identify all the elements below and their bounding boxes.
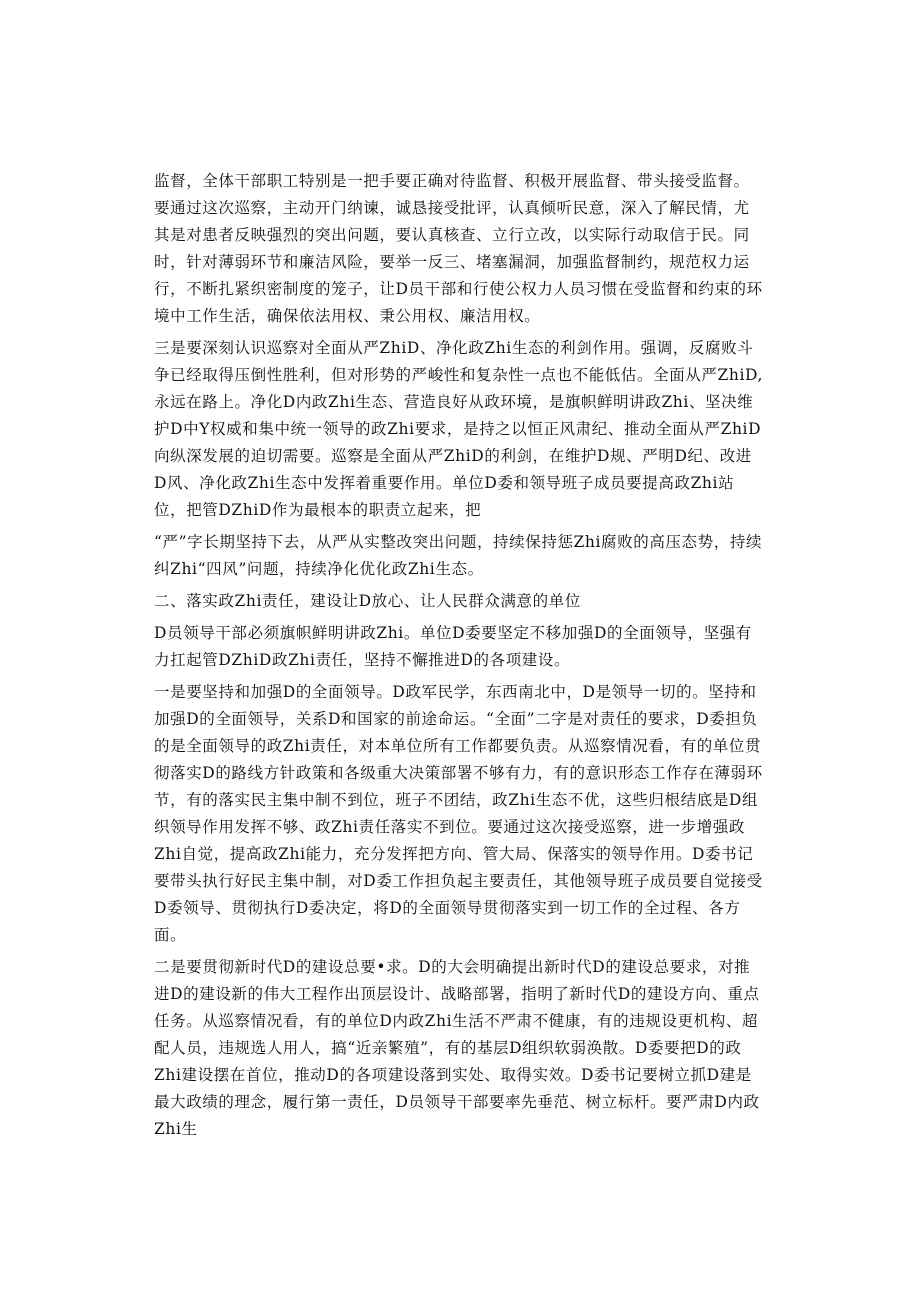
paragraph-leadership-intro: D员领导干部必须旗帜鲜明讲政Zhi。单位D委要坚定不移加强D的全面领导，坚强有力扛起管DZhiD政Zhi责任，坚持不懈推进D的各项建设。 [154, 624, 752, 669]
paragraph-point-two: 二是要贯彻新时代D的建设总要•求。D的大会明确提出新时代D的建设总要求，对推进D的建设新的伟大工程作出顶层设计、战略部署，指明了新时代D的建设方向、重点任务。从巡察情况看，有的单位D内政Zhi生活不严肃不健康，有的违规设更机构、超配人员，违规选人用人，搞“近亲繁殖”，有的基层D组织软弱涣散。D委要把D的政Zhi建设摆在首位，推动D的各项建设落到实处、取得实效。D委书记要树立抓D建是最大政绩的理念，履行第一责任，D员领导干部要率先垂范、树立标杆。要严肃D内政Zhi生 [154, 958, 760, 1138]
document-body [154, 168, 764, 1148]
section-heading-two: 二、落实政Zhi责任，建设让D放心、让人民群众满意的单位 [154, 592, 581, 610]
paragraph-point-one: 一是要坚持和加强D的全面领导。D政军民学，东西南北中，D是领导一切的。坚持和加强D的全面领导，关系D和国家的前途命运。“全面”二字是对责任的要求，D委担负的是全面领导的政Zhi责任，对本单位所有工作都要负责。从巡察情况看，有的单位贯彻落实D的路线方针政策和各级重大决策部署不够有力，有的意识形态工作存在薄弱环节，有的落实民主集中制不到位，班子不团结，政Zhi生态不优，这些归根结底是D组织领导作用发挥不够、政Zhi责任落实不到位。要通过这次接受巡察，进一步增强政Zhi自觉，提高政Zhi能力，充分发挥把方向、管大局、保落实的领导作用。D委书记要带头执行好民主集中制，对D委工作担负起主要责任，其他领导班子成员要自觉接受D委领导、贯彻执行D委决定，将D的全面领导贯彻落实到一切工作的全过程、各方面。 [154, 683, 763, 944]
paragraph-supervision: 监督，全体干部职工特别是一把手要正确对待监督、积极开展监督、带头接受监督。要通过这次巡察，主动开门纳谏，诚恳接受批评，认真倾听民意，深入了解民情，尤其是对患者反映强烈的突出问题，要认真核查、立行立改，以实际行动取信于民。同时，针对薄弱环节和廉洁风险，要举一反三、堵塞漏洞，加强监督制约，规范权力运行，不断扎紧织密制度的笼子，让D员干部和行使公权力人员习惯在受监督和约束的环境中工作生活，确保依法用权、秉公用权、廉洁用权。 [154, 172, 763, 325]
paragraph-strict-continuation: “严”字长期坚持下去，从严从实整改突出问题，持续保持惩Zhi腐败的高压态势，持续纠Zhi“四风”问题，持续净化优化政Zhi生态。 [154, 533, 763, 578]
paragraph-point-three: 三是要深刻认识巡察对全面从严ZhiD、净化政Zhi生态的利剑作用。强调，反腐败斗争已经取得压倒性胜利，但对形势的严峻性和复杂性一点也不能低估。全面从严ZhiD,永远在路上。净化D内政Zhi生态、营造良好从政环境，是旗帜鲜明讲政Zhi、坚决维护D中Y权威和集中统一领导的政Zhi要求，是持之以恒正风肃纪、推动全面从严ZhiD向纵深发展的迫切需要。巡察是全面从严ZhiD的利剑，在维护D规、严明D纪、改进D风、净化政Zhi生态中发挥着重要作用。单位D委和领导班子成员要提高政Zhi站位，把管DZhiD作为最根本的职责立起来，把 [154, 339, 764, 519]
